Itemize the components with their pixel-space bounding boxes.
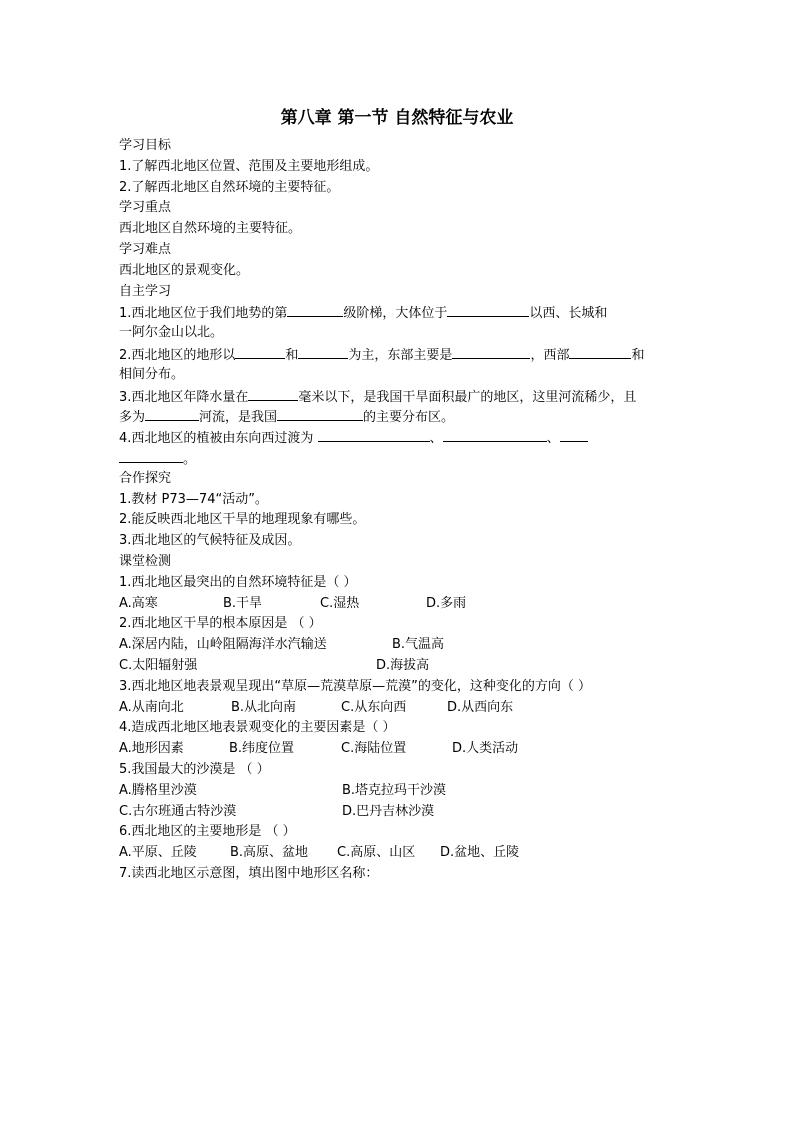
cooperation-item: 1.教材 P73—74“活动”。 bbox=[119, 491, 268, 507]
test-question-stem: 1.西北地区最突出的自然环境特征是（ ） bbox=[119, 574, 357, 590]
q2-text-a: 2.西北地区的地形以 bbox=[119, 347, 236, 363]
test-option[interactable]: C.古尔班通古特沙漠 bbox=[119, 803, 237, 819]
q3-text-e: 的主要分布区。 bbox=[363, 410, 455, 426]
q2-text-d: ，西部 bbox=[530, 347, 570, 363]
q2-text-b: 和 bbox=[285, 347, 299, 363]
test-question-stem-q7: 7.读西北地区示意图，填出图中地形区名称： bbox=[119, 865, 379, 881]
q2-blank-1[interactable] bbox=[235, 344, 285, 359]
section-heading-difficulty: 学习难点 bbox=[119, 241, 172, 257]
q4-blank-3b[interactable] bbox=[119, 448, 183, 463]
q4-text-a: 4.西北地区的植被由东向西过渡为 bbox=[119, 431, 318, 447]
test-option[interactable]: B.干旱 bbox=[223, 595, 263, 611]
test-option[interactable]: A.腾格里沙漠 bbox=[119, 782, 197, 798]
q2-text-e: 和 bbox=[631, 347, 645, 363]
test-option[interactable]: D.从西向东 bbox=[447, 699, 514, 715]
goal-item: 2.了解西北地区自然环境的主要特征。 bbox=[119, 179, 340, 195]
test-options-row bbox=[119, 698, 681, 719]
q3-text-d: 河流，是我国 bbox=[199, 410, 278, 426]
q3-text-b: 毫米以下，是我国干旱面积最广的地区，这里河流稀少，且 bbox=[298, 389, 637, 405]
q4-text-c: 、 bbox=[546, 431, 560, 447]
q2-blank-4[interactable] bbox=[569, 344, 631, 359]
test-question-stem: 5.我国最大的沙漠是 （ ） bbox=[119, 761, 270, 777]
test-option[interactable]: B.从北向南 bbox=[231, 699, 297, 715]
q4-blank-3a[interactable] bbox=[560, 427, 588, 442]
q4-blank-2[interactable] bbox=[443, 427, 547, 442]
test-question-stem: 2.西北地区干旱的根本原因是 （ ） bbox=[119, 616, 322, 632]
q2-text-c: 为主，东部主要是 bbox=[348, 347, 453, 363]
test-options-row bbox=[119, 739, 681, 760]
q3-blank-2[interactable] bbox=[145, 406, 199, 421]
self-study-q4-line1 bbox=[119, 427, 681, 448]
test-option[interactable]: C.太阳辐射强 bbox=[119, 657, 198, 673]
key-point-text: 西北地区自然环境的主要特征。 bbox=[119, 221, 302, 237]
test-option[interactable]: A.从南向北 bbox=[119, 699, 184, 715]
test-option[interactable]: A.高寒 bbox=[119, 595, 158, 611]
goal-item: 1.了解西北地区位置、范围及主要地形组成。 bbox=[119, 158, 379, 174]
test-options-row bbox=[119, 594, 681, 615]
test-options-row bbox=[119, 635, 681, 656]
test-option[interactable]: B.塔克拉玛干沙漠 bbox=[342, 782, 447, 798]
section-heading-self-study: 自主学习 bbox=[119, 283, 172, 299]
test-option[interactable]: A.平原、丘陵 bbox=[119, 845, 197, 861]
test-option[interactable]: C.高原、山区 bbox=[337, 845, 416, 861]
page-title: 第八章 第一节 自然特征与农业 bbox=[280, 108, 514, 128]
test-option[interactable]: C.海陆位置 bbox=[341, 741, 407, 757]
test-option[interactable]: A.地形因素 bbox=[119, 741, 184, 757]
section-heading-goals: 学习目标 bbox=[119, 138, 172, 153]
test-options-row bbox=[119, 843, 681, 864]
q3-blank-1[interactable] bbox=[248, 386, 298, 401]
test-options-row bbox=[119, 781, 681, 802]
cooperation-item: 3.西北地区的气候特征及成因。 bbox=[119, 533, 301, 549]
q3-blank-3[interactable] bbox=[277, 406, 363, 421]
test-option[interactable]: D.人类活动 bbox=[452, 741, 519, 757]
self-study-q2-line1 bbox=[119, 344, 681, 365]
self-study-q1-line2: 一阿尔金山以北。 bbox=[119, 325, 224, 341]
test-option[interactable]: B.高原、盆地 bbox=[230, 845, 309, 861]
self-study-q1-line1 bbox=[119, 302, 681, 323]
section-heading-test: 课堂检测 bbox=[119, 553, 172, 569]
test-option[interactable]: B.纬度位置 bbox=[229, 741, 295, 757]
test-option[interactable]: C.从东向西 bbox=[341, 699, 407, 715]
test-option[interactable]: D.海拔高 bbox=[376, 657, 430, 673]
self-study-q4-line2 bbox=[119, 448, 681, 469]
test-question-stem: 3.西北地区地表景观呈现出“草原—荒漠草原—荒漠”的变化，这种变化的方向（ ） bbox=[119, 678, 592, 694]
self-study-q3-line1 bbox=[119, 386, 681, 407]
q4-text-b: 、 bbox=[429, 431, 443, 447]
q2-blank-3[interactable] bbox=[452, 344, 530, 359]
test-option[interactable]: D.盆地、丘陵 bbox=[440, 845, 520, 861]
test-option[interactable]: B.气温高 bbox=[392, 637, 445, 653]
test-question-stem: 6.西北地区的主要地形是 （ ） bbox=[119, 824, 296, 840]
cooperation-item: 2.能反映西北地区干旱的地理现象有哪些。 bbox=[119, 512, 366, 528]
worksheet-content bbox=[119, 136, 681, 885]
q2-blank-2[interactable] bbox=[298, 344, 348, 359]
q4-text-d: 。 bbox=[183, 451, 197, 467]
q3-text-a: 3.西北地区年降水量在 bbox=[119, 389, 249, 405]
section-heading-cooperation: 合作探究 bbox=[119, 470, 172, 486]
q1-text-c: 以西、长城和 bbox=[529, 306, 608, 322]
q4-blank-1[interactable] bbox=[318, 427, 430, 442]
q1-text-a: 1.西北地区位于我们地势的第 bbox=[119, 306, 288, 322]
section-heading-key-point: 学习重点 bbox=[119, 200, 172, 216]
test-option[interactable]: C.湿热 bbox=[320, 595, 360, 611]
test-option[interactable]: D.多雨 bbox=[426, 595, 467, 611]
q1-text-b: 级阶梯，大体位于 bbox=[343, 306, 448, 322]
self-study-q3-line2 bbox=[119, 406, 681, 427]
self-study-q2-line2: 相间分布。 bbox=[119, 366, 185, 382]
q1-blank-2[interactable] bbox=[447, 302, 529, 317]
difficulty-text: 西北地区的景观变化。 bbox=[119, 262, 250, 278]
test-options-row bbox=[119, 656, 681, 677]
q1-blank-1[interactable] bbox=[287, 302, 343, 317]
test-option[interactable]: A.深居内陆，山岭阻隔海洋水汽输送 bbox=[119, 637, 327, 653]
test-question-stem: 4.造成西北地区地表景观变化的主要因素是（ ） bbox=[119, 720, 396, 736]
test-options-row bbox=[119, 802, 681, 823]
q3-text-c: 多为 bbox=[119, 410, 146, 426]
test-option[interactable]: D.巴丹吉林沙漠 bbox=[342, 803, 435, 819]
